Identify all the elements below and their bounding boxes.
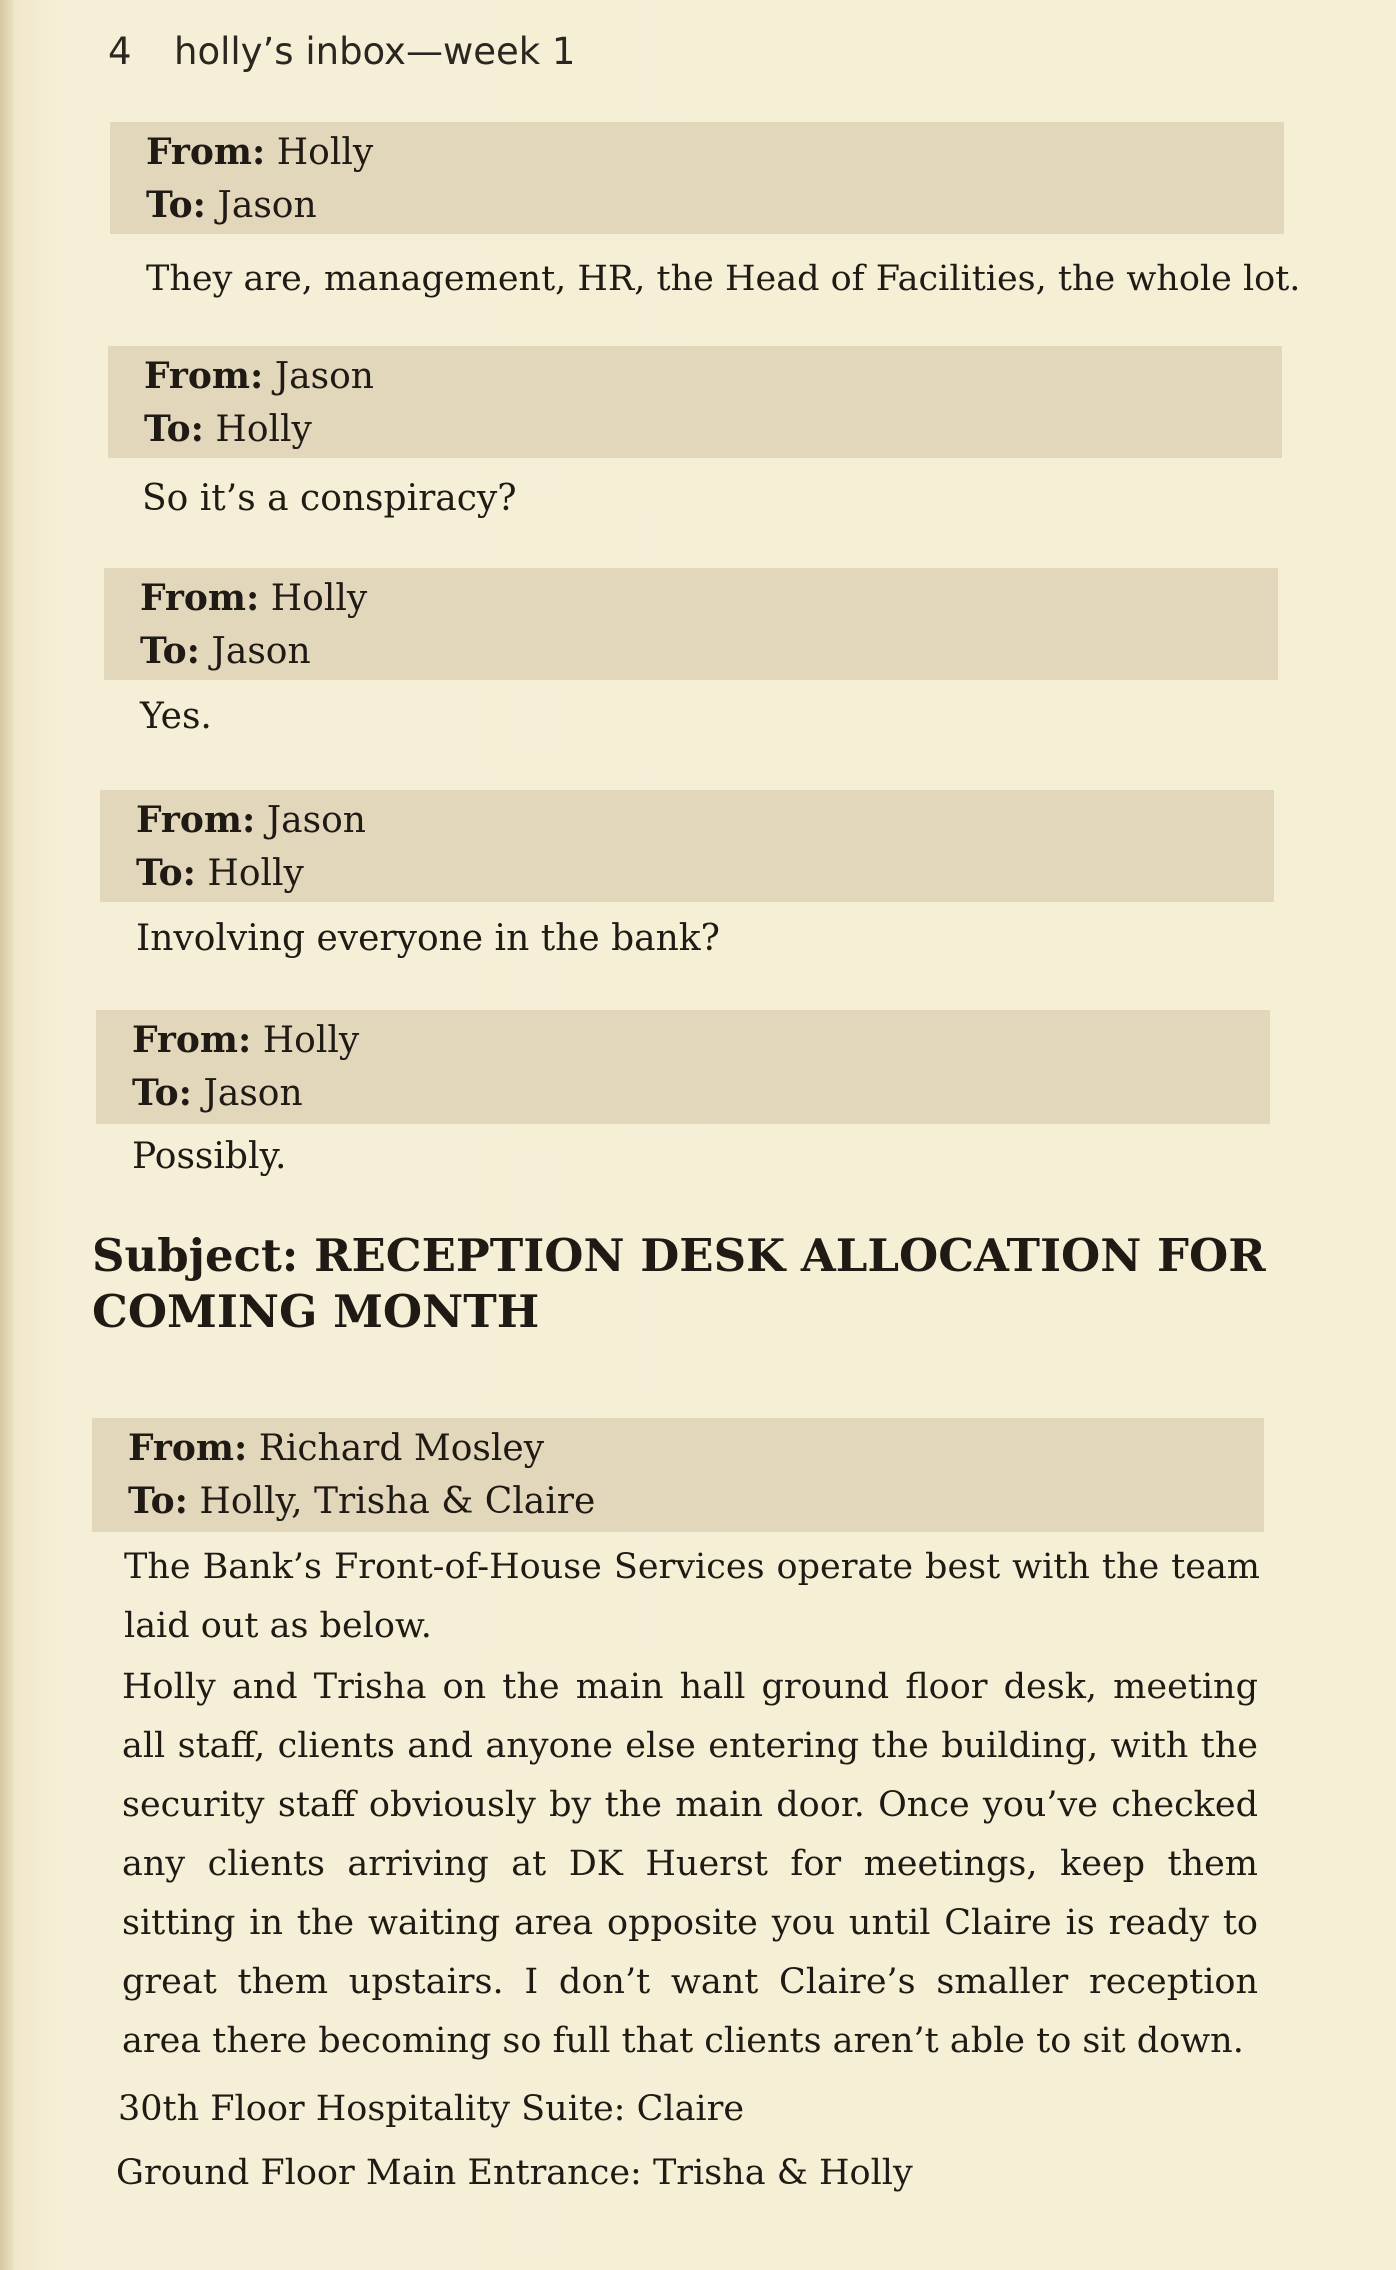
- message-body: So it’s a conspiracy?: [142, 478, 517, 519]
- to-value: Jason: [203, 1073, 303, 1114]
- to-value: Jason: [211, 631, 311, 672]
- message-body: Yes.: [140, 696, 212, 737]
- allocation-line: 30th Floor Hospitality Suite: Claire: [118, 2089, 745, 2129]
- subject-label: Subject:: [92, 1229, 299, 1282]
- message-body: Possibly.: [132, 1136, 287, 1177]
- from-line: [128, 1422, 1264, 1475]
- message-body: Involving everyone in the bank?: [136, 918, 720, 959]
- from-line: [140, 572, 1278, 625]
- from-label: From:: [136, 799, 256, 841]
- message-header: [100, 790, 1274, 902]
- from-value: Holly: [262, 1020, 360, 1061]
- to-label: To:: [146, 184, 206, 226]
- subject-text: RECEPTION DESK ALLOCATION FOR COMING MONTH: [92, 1229, 1266, 1338]
- email-header: [92, 1418, 1264, 1532]
- allocation-line: Ground Floor Main Entrance: Trisha & Holly: [116, 2153, 913, 2193]
- from-line: [132, 1014, 1270, 1067]
- email-subject: [92, 1228, 1292, 1340]
- page-number: 4: [108, 30, 132, 73]
- to-value: Jason: [217, 185, 317, 226]
- to-line: [132, 1067, 1270, 1120]
- to-line: [136, 847, 1274, 900]
- to-line: [140, 625, 1278, 678]
- from-value: Holly: [270, 578, 368, 619]
- to-label: To:: [128, 1480, 188, 1522]
- message-header: [108, 346, 1282, 458]
- from-line: [144, 350, 1282, 403]
- email-paragraph: The Bank’s Front-of-House Services operate best with the team laid out as below.: [124, 1547, 1260, 1646]
- from-line: [146, 126, 1284, 179]
- running-head: [108, 30, 575, 90]
- message-header: [104, 568, 1278, 680]
- to-line: [144, 403, 1282, 456]
- to-label: To:: [136, 852, 196, 894]
- to-value: Holly: [215, 409, 312, 450]
- to-label: To:: [132, 1072, 192, 1114]
- to-label: To:: [144, 408, 204, 450]
- message-header: [110, 122, 1284, 234]
- from-label: From:: [128, 1427, 248, 1469]
- from-value: Holly: [276, 132, 374, 173]
- from-line: [136, 794, 1274, 847]
- message-body: They are, management, HR, the Head of Facilities, the whole lot.: [146, 259, 1301, 299]
- running-head-title: holly’s inbox—week 1: [174, 30, 576, 73]
- from-value: Jason: [266, 800, 366, 841]
- from-label: From:: [146, 131, 266, 173]
- to-line: [146, 179, 1284, 232]
- to-value: Holly, Trisha & Claire: [199, 1481, 596, 1522]
- from-label: From:: [144, 355, 264, 397]
- to-label: To:: [140, 630, 200, 672]
- from-value: Richard Mosley: [258, 1428, 545, 1469]
- email-paragraph: Holly and Trisha on the main hall ground floor desk, meeting all staff, clients and anyone else entering the building, with the security staff obviously by the main door. Once you’ve checked any clients arriving at DK Huerst for meetings, keep them sitting in the waiting area opposite you until Claire is ready to great them upstairs. I don’t want Claire’s smaller reception area there becoming so full that clients aren’t able to sit down.: [122, 1667, 1258, 2061]
- to-line: [128, 1475, 1264, 1528]
- from-label: From:: [132, 1019, 252, 1061]
- from-label: From:: [140, 577, 260, 619]
- to-value: Holly: [207, 853, 304, 894]
- page-spine: [0, 0, 14, 2270]
- message-header: [96, 1010, 1270, 1124]
- from-value: Jason: [274, 356, 374, 397]
